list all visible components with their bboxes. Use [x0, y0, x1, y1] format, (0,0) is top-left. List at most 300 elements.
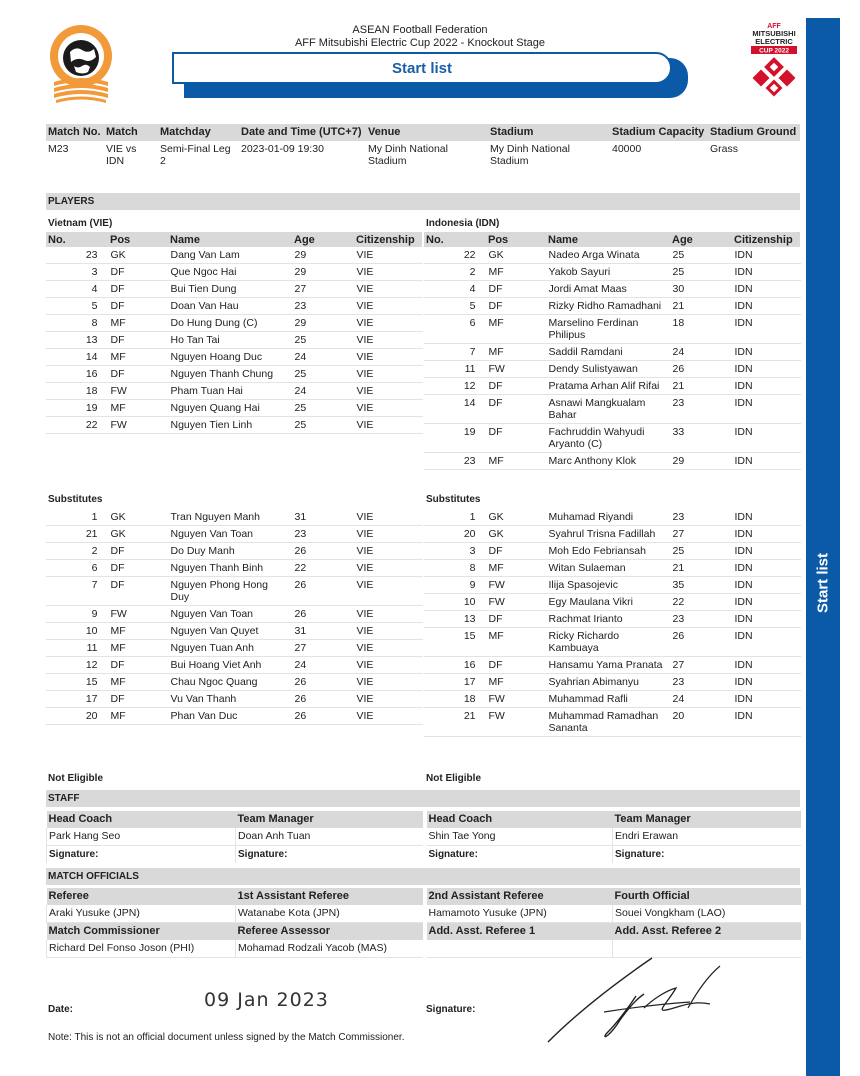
players-section-title: PLAYERS [46, 193, 800, 210]
column-header: Age [292, 232, 354, 247]
player-number: 23 [424, 453, 486, 470]
staff-role-header: Head Coach [47, 811, 236, 828]
player-age: 29 [670, 453, 732, 470]
player-row [424, 361, 800, 378]
player-number: 2 [46, 543, 108, 560]
player-number: 3 [46, 264, 108, 281]
player-name: Rizky Ridho Ramadhani [546, 298, 670, 315]
player-name: Que Ngoc Hai [168, 264, 292, 281]
player-age: 29 [292, 247, 354, 264]
match-header-cell: Match No. [46, 124, 104, 141]
player-age: 20 [670, 708, 732, 737]
player-number: 15 [424, 628, 486, 657]
player-number: 20 [46, 708, 108, 725]
player-row [46, 315, 422, 332]
officials-header-row-2 [47, 923, 801, 941]
player-number: 16 [424, 657, 486, 674]
date-label: Date: [48, 1004, 74, 1015]
player-position: MF [486, 344, 546, 361]
player-number: 12 [46, 657, 108, 674]
player-position: DF [108, 560, 168, 577]
player-number: 9 [424, 577, 486, 594]
player-name: Ricky Richardo Kambuaya [546, 628, 670, 657]
logo-line-4: CUP 2022 [759, 47, 789, 55]
player-name: Moh Edo Febriansah [546, 543, 670, 560]
player-position: DF [486, 424, 546, 453]
staff-role-header: Head Coach [425, 811, 613, 828]
logo-line-3: ELECTRIC [755, 37, 793, 46]
player-position: DF [108, 264, 168, 281]
match-header-cell: Matchday [158, 124, 239, 141]
player-row [424, 543, 800, 560]
aff-logo [48, 22, 114, 104]
player-age: 24 [670, 344, 732, 361]
player-name: Muhamad Riyandi [546, 509, 670, 526]
player-table-header [424, 232, 800, 247]
match-value-cell: My Dinh National Stadium [366, 141, 488, 169]
player-citizenship: VIE [354, 417, 422, 434]
player-citizenship: IDN [732, 708, 800, 737]
player-age: 25 [670, 543, 732, 560]
page-title: Start list [172, 52, 672, 84]
match-value-cell: M23 [46, 141, 104, 169]
player-age: 25 [292, 417, 354, 434]
player-number: 21 [424, 708, 486, 737]
player-position: DF [486, 298, 546, 315]
player-name: Rachmat Irianto [546, 611, 670, 628]
player-age: 25 [292, 332, 354, 349]
player-age: 27 [292, 640, 354, 657]
officials-header-row-1 [47, 888, 801, 905]
player-citizenship: VIE [354, 264, 422, 281]
player-citizenship: IDN [732, 453, 800, 470]
player-name: Tran Nguyen Manh [168, 509, 292, 526]
player-row [424, 315, 800, 344]
player-position: MF [108, 623, 168, 640]
official-name: Watanabe Kota (JPN) [236, 905, 425, 923]
player-number: 6 [46, 560, 108, 577]
player-age: 24 [292, 383, 354, 400]
official-role-header: 2nd Assistant Referee [425, 888, 613, 905]
player-position: MF [108, 674, 168, 691]
player-citizenship: VIE [354, 247, 422, 264]
player-row [424, 526, 800, 543]
column-header: No. [424, 232, 486, 247]
player-row [424, 264, 800, 281]
player-name: Ilija Spasojevic [546, 577, 670, 594]
player-citizenship: IDN [732, 315, 800, 344]
staff-signature-label: Signature: [236, 846, 425, 864]
official-name: Araki Yusuke (JPN) [47, 905, 236, 923]
player-citizenship: VIE [354, 543, 422, 560]
away-starters-table [424, 232, 801, 470]
player-name: Bui Tien Dung [168, 281, 292, 298]
player-row [46, 640, 422, 657]
player-citizenship: VIE [354, 640, 422, 657]
player-number: 22 [46, 417, 108, 434]
player-age: 26 [670, 628, 732, 657]
player-row [46, 543, 422, 560]
match-value-cell: Grass [708, 141, 800, 169]
column-header: Name [168, 232, 292, 247]
player-row [46, 708, 422, 725]
player-name: Nguyen Thanh Chung [168, 366, 292, 383]
official-name: Souei Vongkham (LAO) [613, 905, 801, 923]
match-value-cell: VIE vs IDN [104, 141, 158, 169]
player-number: 5 [46, 298, 108, 315]
player-citizenship: IDN [732, 611, 800, 628]
player-number: 7 [46, 577, 108, 606]
player-row [46, 417, 422, 434]
player-row [424, 424, 800, 453]
player-number: 1 [46, 509, 108, 526]
player-citizenship: IDN [732, 594, 800, 611]
player-citizenship: IDN [732, 264, 800, 281]
player-age: 23 [670, 509, 732, 526]
player-position: MF [108, 640, 168, 657]
player-citizenship: VIE [354, 577, 422, 606]
player-citizenship: VIE [354, 560, 422, 577]
player-citizenship: VIE [354, 298, 422, 315]
player-age: 24 [292, 657, 354, 674]
player-position: FW [108, 417, 168, 434]
official-role-header: Fourth Official [613, 888, 801, 905]
player-citizenship: IDN [732, 526, 800, 543]
player-name: Nguyen Thanh Binh [168, 560, 292, 577]
player-row [46, 674, 422, 691]
match-header-cell: Stadium Capacity [610, 124, 708, 141]
staff-signature-row [47, 846, 801, 864]
player-citizenship: IDN [732, 674, 800, 691]
player-age: 24 [670, 691, 732, 708]
player-name: Jordi Amat Maas [546, 281, 670, 298]
player-age: 24 [292, 349, 354, 366]
player-name: Saddil Ramdani [546, 344, 670, 361]
player-position: GK [486, 247, 546, 264]
player-citizenship: IDN [732, 577, 800, 594]
player-citizenship: IDN [732, 657, 800, 674]
home-team-name: Vietnam (VIE) [48, 218, 113, 229]
player-number: 15 [46, 674, 108, 691]
player-number: 17 [424, 674, 486, 691]
player-table-header [46, 232, 422, 247]
player-position: FW [486, 577, 546, 594]
player-citizenship: VIE [354, 691, 422, 708]
player-citizenship: IDN [732, 298, 800, 315]
player-row [46, 298, 422, 315]
player-citizenship: VIE [354, 606, 422, 623]
player-position: MF [486, 264, 546, 281]
staff-name: Shin Tae Yong [425, 828, 613, 846]
player-name: Bui Hoang Viet Anh [168, 657, 292, 674]
player-age: 33 [670, 424, 732, 453]
player-name: Do Duy Manh [168, 543, 292, 560]
player-row [424, 691, 800, 708]
match-info-values [46, 141, 800, 169]
player-row [46, 332, 422, 349]
staff-role-header: Team Manager [236, 811, 425, 828]
away-substitutes-label: Substitutes [426, 494, 481, 505]
player-age: 27 [292, 281, 354, 298]
player-row [46, 264, 422, 281]
official-role-header: Match Commissioner [47, 923, 236, 941]
match-header-cell: Venue [366, 124, 488, 141]
player-row [424, 594, 800, 611]
player-number: 1 [424, 509, 486, 526]
player-position: MF [486, 628, 546, 657]
column-header: Age [670, 232, 732, 247]
player-number: 5 [424, 298, 486, 315]
player-row [424, 298, 800, 315]
player-age: 23 [670, 395, 732, 424]
away-team-name: Indonesia (IDN) [426, 218, 500, 229]
player-row [46, 560, 422, 577]
player-name: Dang Van Lam [168, 247, 292, 264]
player-number: 18 [424, 691, 486, 708]
player-position: GK [486, 526, 546, 543]
player-age: 29 [292, 315, 354, 332]
player-citizenship: IDN [732, 247, 800, 264]
player-citizenship: VIE [354, 657, 422, 674]
away-not-eligible-label: Not Eligible [426, 773, 481, 784]
commissioner-signature [540, 950, 730, 1050]
player-citizenship: VIE [354, 674, 422, 691]
player-name: Dendy Sulistyawan [546, 361, 670, 378]
player-number: 4 [46, 281, 108, 298]
title-banner [172, 52, 688, 98]
official-name: Hamamoto Yusuke (JPN) [425, 905, 613, 923]
player-row [424, 453, 800, 470]
home-substitutes-label: Substitutes [48, 494, 103, 505]
player-position: MF [108, 349, 168, 366]
player-number: 10 [46, 623, 108, 640]
player-name: Nguyen Tuan Anh [168, 640, 292, 657]
player-name: Ho Tan Tai [168, 332, 292, 349]
player-name: Vu Van Thanh [168, 691, 292, 708]
staff-header-row [47, 811, 801, 828]
player-number: 8 [424, 560, 486, 577]
player-position: DF [108, 657, 168, 674]
staff-section-title: STAFF [46, 790, 800, 807]
player-row [46, 657, 422, 674]
player-number: 2 [424, 264, 486, 281]
player-citizenship: IDN [732, 628, 800, 657]
player-citizenship: VIE [354, 281, 422, 298]
official-role-header: Add. Asst. Referee 2 [613, 923, 801, 941]
player-age: 22 [292, 560, 354, 577]
date-value: 09 Jan 2023 [204, 989, 329, 1011]
player-age: 21 [670, 560, 732, 577]
player-citizenship: VIE [354, 332, 422, 349]
player-position: MF [486, 560, 546, 577]
player-number: 20 [424, 526, 486, 543]
player-row [424, 708, 800, 737]
match-info-table [46, 124, 800, 169]
player-row [46, 247, 422, 264]
match-value-cell: 2023-01-09 19:30 [239, 141, 366, 169]
match-header-cell: Date and Time (UTC+7) [239, 124, 366, 141]
player-age: 23 [292, 526, 354, 543]
player-position: DF [486, 543, 546, 560]
player-age: 26 [292, 674, 354, 691]
player-number: 14 [46, 349, 108, 366]
staff-name: Endri Erawan [613, 828, 801, 846]
player-name: Nguyen Phong Hong Duy [168, 577, 292, 606]
player-number: 9 [46, 606, 108, 623]
player-position: DF [108, 543, 168, 560]
player-age: 31 [292, 509, 354, 526]
player-row [424, 560, 800, 577]
player-number: 19 [46, 400, 108, 417]
staff-name-row [47, 828, 801, 846]
staff-name: Park Hang Seo [47, 828, 236, 846]
home-substitutes-table [46, 509, 423, 725]
column-header: Pos [108, 232, 168, 247]
player-row [46, 366, 422, 383]
org-name: ASEAN Football Federation [352, 24, 488, 36]
player-age: 25 [670, 247, 732, 264]
match-header-cell: Stadium [488, 124, 610, 141]
player-age: 27 [670, 657, 732, 674]
official-name: Richard Del Fonso Joson (PHI) [47, 940, 236, 958]
official-role-header: Referee Assessor [236, 923, 425, 941]
player-citizenship: IDN [732, 281, 800, 298]
official-name: Mohamad Rodzali Yacob (MAS) [236, 940, 425, 958]
player-name: Fachruddin Wahyudi Aryanto (C) [546, 424, 670, 453]
player-position: FW [486, 361, 546, 378]
player-position: MF [486, 453, 546, 470]
player-row [46, 691, 422, 708]
player-name: Syahrian Abimanyu [546, 674, 670, 691]
player-number: 21 [46, 526, 108, 543]
player-citizenship: IDN [732, 560, 800, 577]
player-citizenship: IDN [732, 395, 800, 424]
player-number: 17 [46, 691, 108, 708]
player-age: 26 [292, 708, 354, 725]
player-age: 31 [292, 623, 354, 640]
player-number: 18 [46, 383, 108, 400]
player-position: DF [108, 332, 168, 349]
header-text [170, 24, 670, 50]
player-row [424, 344, 800, 361]
player-age: 25 [292, 400, 354, 417]
player-age: 30 [670, 281, 732, 298]
logo-line-2: MITSUBISHI [752, 29, 796, 38]
side-tab-label: Start list [814, 553, 832, 614]
player-row [46, 577, 422, 606]
player-name: Muhammad Rafli [546, 691, 670, 708]
player-citizenship: IDN [732, 509, 800, 526]
player-number: 7 [424, 344, 486, 361]
player-position: GK [108, 526, 168, 543]
cup-logo [745, 20, 803, 104]
player-row [424, 509, 800, 526]
player-name: Pratama Arhan Alif Rifai [546, 378, 670, 395]
player-row [46, 281, 422, 298]
player-position: DF [108, 281, 168, 298]
player-age: 26 [292, 691, 354, 708]
match-header-cell: Match [104, 124, 158, 141]
player-age: 26 [292, 543, 354, 560]
match-value-cell: Semi-Final Leg 2 [158, 141, 239, 169]
player-position: MF [108, 315, 168, 332]
logo-line-1: AFF [767, 23, 781, 30]
player-age: 25 [292, 366, 354, 383]
player-citizenship: IDN [732, 344, 800, 361]
player-name: Nguyen Van Toan [168, 606, 292, 623]
player-citizenship: VIE [354, 366, 422, 383]
match-value-cell: 40000 [610, 141, 708, 169]
player-row [46, 526, 422, 543]
player-citizenship: VIE [354, 509, 422, 526]
player-number: 8 [46, 315, 108, 332]
player-age: 21 [670, 298, 732, 315]
player-position: DF [108, 691, 168, 708]
player-citizenship: IDN [732, 378, 800, 395]
player-position: FW [486, 708, 546, 737]
column-header: No. [46, 232, 108, 247]
player-number: 12 [424, 378, 486, 395]
player-citizenship: IDN [732, 424, 800, 453]
player-age: 21 [670, 378, 732, 395]
staff-signature-label: Signature: [613, 846, 801, 864]
player-number: 23 [46, 247, 108, 264]
player-name: Nguyen Quang Hai [168, 400, 292, 417]
player-age: 27 [670, 526, 732, 543]
player-position: DF [108, 298, 168, 315]
player-citizenship: VIE [354, 623, 422, 640]
player-age: 23 [670, 611, 732, 628]
player-position: DF [486, 395, 546, 424]
player-name: Nguyen Hoang Duc [168, 349, 292, 366]
player-citizenship: VIE [354, 349, 422, 366]
player-position: FW [486, 594, 546, 611]
home-not-eligible-label: Not Eligible [48, 773, 103, 784]
player-age: 29 [292, 264, 354, 281]
player-age: 26 [292, 606, 354, 623]
player-number: 10 [424, 594, 486, 611]
player-row [46, 606, 422, 623]
officials-section-title: MATCH OFFICIALS [46, 868, 800, 885]
player-row [46, 623, 422, 640]
player-number: 4 [424, 281, 486, 298]
player-citizenship: VIE [354, 315, 422, 332]
player-name: Syahrul Trisna Fadillah [546, 526, 670, 543]
player-position: DF [486, 281, 546, 298]
player-citizenship: VIE [354, 708, 422, 725]
player-row [46, 349, 422, 366]
staff-signature-label: Signature: [47, 846, 236, 864]
column-header: Name [546, 232, 670, 247]
player-age: 25 [670, 264, 732, 281]
player-position: DF [108, 366, 168, 383]
player-age: 23 [292, 298, 354, 315]
player-row [424, 378, 800, 395]
player-row [46, 400, 422, 417]
player-age: 18 [670, 315, 732, 344]
official-role-header: Add. Asst. Referee 1 [425, 923, 613, 941]
column-header: Citizenship [354, 232, 422, 247]
player-row [424, 395, 800, 424]
player-position: GK [108, 247, 168, 264]
staff-name: Doan Anh Tuan [236, 828, 425, 846]
player-position: DF [108, 577, 168, 606]
player-row [46, 509, 422, 526]
player-number: 13 [424, 611, 486, 628]
player-name: Witan Sulaeman [546, 560, 670, 577]
player-position: DF [486, 657, 546, 674]
player-row [424, 657, 800, 674]
